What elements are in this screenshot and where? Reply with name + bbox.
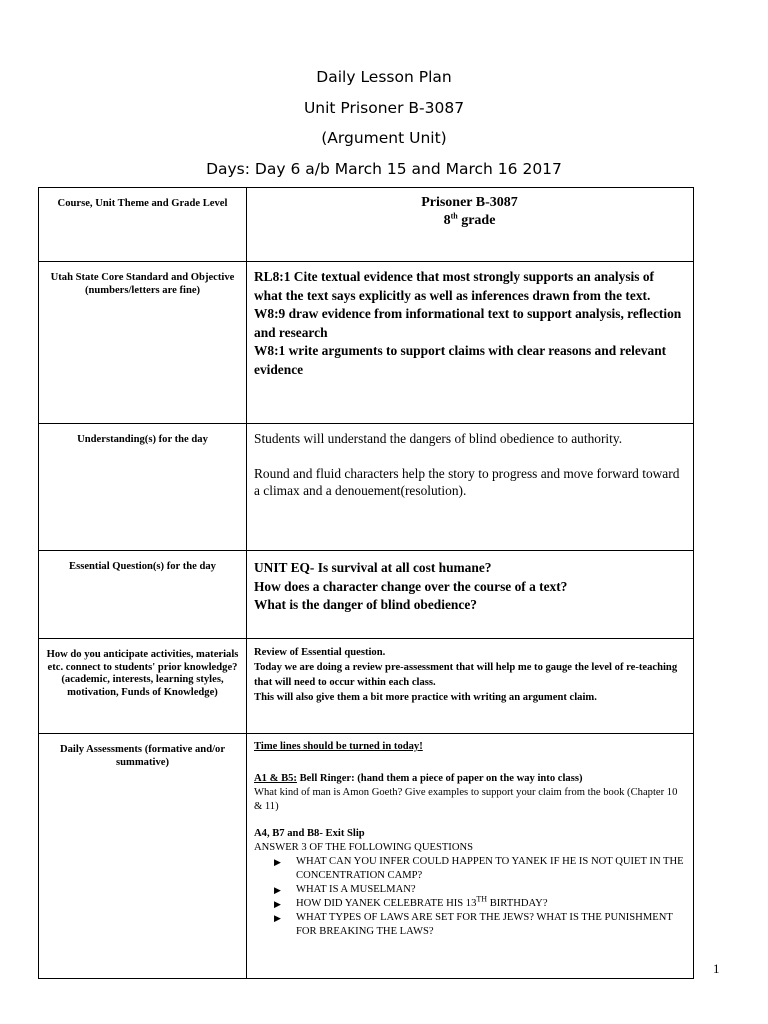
anticipate-item: Today we are doing a review pre-assessment that will help me to gauge the level of re-teaching that will need to occur within each class. xyxy=(254,662,678,688)
essential-value xyxy=(247,551,694,639)
unit-title: Unit Prisoner B-3087 xyxy=(303,98,465,117)
list-item: ▶ WHAT CAN YOU INFER COULD HAPPEN TO YANEK IF HE IS NOT QUIET IN THE CONCENTRATION CAMP? xyxy=(274,856,684,881)
bell-ringer-heading: A1 & B5: Bell Ringer: (hand them a piece of paper on the way into class) xyxy=(254,773,583,784)
days-line: Days: Day 6 a/b March 15 and March 16 2017 xyxy=(206,159,562,178)
assessments-label: Daily Assessments (formative and/or summative) xyxy=(39,734,247,979)
assessments-value xyxy=(247,734,694,979)
bell-ringer-text: What kind of man is Amon Goeth? Give examples to support your claim from the book (Chapter 10 & 11) xyxy=(254,787,678,812)
list-item: ▶ WHAT TYPES OF LAWS ARE SET FOR THE JEWS? WHAT IS THE PUNISHMENT FOR BREAKING THE LAWS? xyxy=(274,912,673,937)
understanding-item: Round and fluid characters help the story to progress and move forward toward a climax and a denouement(resolution). xyxy=(254,465,680,498)
essential-row xyxy=(39,551,694,639)
standard-item: RL8:1 Cite textual evidence that most strongly supports an analysis of what the text says explicitly as well as inferences drawn from the text. xyxy=(254,269,654,303)
list-item: ▶ WHAT IS A MUSELMAN? xyxy=(274,884,416,895)
understanding-label: Understanding(s) for the day xyxy=(39,424,247,551)
standard-row xyxy=(39,262,694,424)
anticipate-value xyxy=(247,639,694,734)
grade-line: 8th grade xyxy=(443,211,496,228)
standard-item: W8:9 draw evidence from informational text to support analysis, reflection and research xyxy=(254,306,682,340)
anticipate-item: This will also give them a bit more practice with writing an argument claim. xyxy=(254,692,597,703)
anticipate-item: Review of Essential question. xyxy=(254,647,386,658)
standard-item: W8:1 write arguments to support claims with clear reasons and relevant evidence xyxy=(254,343,667,377)
essential-label: Essential Question(s) for the day xyxy=(39,551,247,639)
exit-slip-heading: A4, B7 and B8- Exit Slip xyxy=(254,828,365,839)
assessments-row xyxy=(39,734,694,979)
standard-label: Utah State Core Standard and Objective (numbers/letters are fine) xyxy=(39,262,247,424)
list-item: ▶ HOW DID YANEK CELEBRATE HIS 13TH BIRTHDAY? xyxy=(274,894,548,909)
triangle-right-icon: ▶ xyxy=(274,899,281,909)
course-title: Prisoner B-3087 xyxy=(421,195,518,210)
exit-slip-questions xyxy=(254,855,685,939)
understanding-row xyxy=(39,424,694,551)
unit-subtitle: (Argument Unit) xyxy=(321,129,447,147)
document-header xyxy=(0,62,768,184)
lesson-plan-table xyxy=(38,187,694,979)
essential-item: How does a character change over the course of a text? xyxy=(254,578,568,594)
triangle-right-icon: ▶ xyxy=(274,913,281,923)
triangle-right-icon: ▶ xyxy=(274,857,281,867)
course-value xyxy=(247,188,694,262)
essential-item: What is the danger of blind obedience? xyxy=(254,597,477,612)
exit-slip-intro: ANSWER 3 OF THE FOLLOWING QUESTIONS xyxy=(254,842,474,853)
course-label: Course, Unit Theme and Grade Level xyxy=(39,188,247,262)
anticipate-row xyxy=(39,639,694,734)
understanding-item: Students will understand the dangers of blind obedience to authority. xyxy=(254,431,623,446)
understanding-value xyxy=(247,424,694,551)
timelines-note: Time lines should be turned in today! xyxy=(254,741,423,752)
standard-value xyxy=(247,262,694,424)
page-number: 1 xyxy=(713,961,720,976)
anticipate-label: How do you anticipate activities, materials etc. connect to students' prior knowledge? (academic, interests, learning styles, motivation, Funds of Knowledge) xyxy=(39,639,247,734)
triangle-right-icon: ▶ xyxy=(274,885,281,895)
essential-item: UNIT EQ- Is survival at all cost humane? xyxy=(254,560,492,575)
doc-title: Daily Lesson Plan xyxy=(316,68,452,86)
course-row xyxy=(39,188,694,262)
